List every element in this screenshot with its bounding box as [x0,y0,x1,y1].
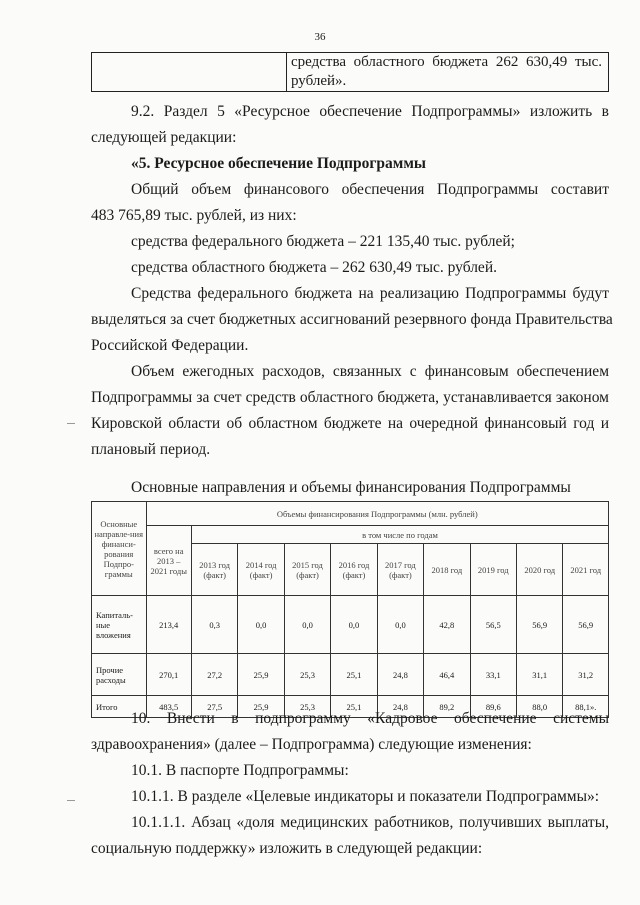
total-col-header: всего на 2013 – 2021 годы [146,526,191,596]
annual-para-line1: Объем ежегодных расходов, связанных с финансовым обеспечением [131,363,609,380]
federal-para-line3: Российской Федерации. [91,337,249,354]
item-10-line2: здравоохранения» (далее – Подпрограмма) следующие изменения: [91,736,532,753]
table-row [92,654,609,696]
annual-para-line4: плановый период. [91,441,211,458]
table-cell: 24,8 [377,654,423,696]
regional-budget-line: средства областного бюджета – 262 630,49 тыс. рублей. [131,259,497,276]
table-cell: 0,0 [284,596,330,654]
table-cell: 213,4 [146,596,191,654]
table-cell: 27,2 [191,654,237,696]
table-cell: 31,2 [563,654,609,696]
para-9-2-line2: следующей редакции: [91,129,237,146]
table-cell: 31,1 [517,654,563,696]
continued-table-fragment [91,52,609,92]
year-header: 2016 год (факт) [331,544,377,596]
federal-para-line2: выделяться за счет бюджетных ассигнований резервного фонда Правительства [91,311,613,328]
row-label: Итого [92,696,147,718]
table-row [92,596,609,654]
federal-budget-line: средства федерального бюджета – 221 135,40 тыс. рублей; [131,233,515,250]
row-header-cell: Основные направле-ния финанси-рования Подпро-граммы [92,502,147,596]
table-cell: 0,3 [191,596,237,654]
table-cell: 42,8 [424,596,470,654]
table-cell: 89,6 [470,696,516,718]
para-9-2-line1: 9.2. Раздел 5 «Ресурсное обеспечение Подпрограммы» изложить в [131,103,609,120]
item-10-1-1: 10.1.1. В разделе «Целевые индикаторы и показатели Подпрограммы»: [131,788,600,805]
year-header: 2013 год (факт) [191,544,237,596]
table-cell: 27,5 [191,696,237,718]
year-header: 2014 год (факт) [238,544,284,596]
year-header: 2021 год [563,544,609,596]
table-cell: 56,9 [517,596,563,654]
year-header: 2017 год (факт) [377,544,423,596]
table-cell: 25,9 [238,696,284,718]
table-cell: 25,9 [238,654,284,696]
year-header: 2015 год (факт) [284,544,330,596]
table-cell: 0,0 [238,596,284,654]
volumes-header-cell: Объемы финансирования Подпрограммы (млн. рублей) [146,502,608,526]
table-cell: 24,8 [377,696,423,718]
table-cell: 46,4 [424,654,470,696]
total-volume-line1: Общий объем финансового обеспечения Подпрограммы составит [131,181,609,198]
item-10-1-1-1-line1: 10.1.1.1. Абзац «доля медицинских работников, получивших выплаты, [131,814,609,831]
item-10-line1: 10. Внести в подпрограмму «Кадровое обеспечение системы [131,710,609,727]
section-heading: «5. Ресурсное обеспечение Подпрограммы [131,155,426,172]
regional-budget-cell: средства областного бюджета 262 630,49 тыс. рублей». [287,53,609,92]
table-cell: 25,1 [331,654,377,696]
table-cell: 25,3 [284,696,330,718]
table-cell: 56,9 [563,596,609,654]
financing-table [91,501,609,718]
table-cell: 483,5 [146,696,191,718]
year-header: 2018 год [424,544,470,596]
federal-para-line1: Средства федерального бюджета на реализацию Подпрограммы будут [131,285,609,302]
total-volume-line2: 483 765,89 тыс. рублей, из них: [91,207,297,224]
page-number: 36 [314,31,326,43]
table-cell: 0,0 [377,596,423,654]
item-10-1: 10.1. В паспорте Подпрограммы: [131,762,349,779]
annual-para-line2: Подпрограммы за счет средств областного бюджета, устанавливается законом [91,389,609,406]
table-cell: 270,1 [146,654,191,696]
item-10-1-1-1-line2: социальную поддержку» изложить в следующей редакции: [91,840,483,857]
table-cell: 88,0 [517,696,563,718]
row-label: Прочие расходы [92,654,147,696]
margin-mark [67,423,75,424]
table-cell: 89,2 [424,696,470,718]
table-cell: 56,5 [470,596,516,654]
annual-para-line3: Кировской области об областном бюджете на очередной финансовый год и [91,415,609,432]
year-header: 2020 год [517,544,563,596]
table-cell: 25,3 [284,654,330,696]
empty-cell [92,53,287,92]
table-cell: 0,0 [331,596,377,654]
table-cell: 33,1 [470,654,516,696]
table-caption: Основные направления и объемы финансирования Подпрограммы [131,479,571,496]
table-cell: 25,1 [331,696,377,718]
table-cell: 88,1». [563,696,609,718]
margin-mark [67,800,75,801]
by-year-header: в том числе по годам [191,526,608,544]
row-label: Капиталь-ные вложения [92,596,147,654]
year-header: 2019 год [470,544,516,596]
